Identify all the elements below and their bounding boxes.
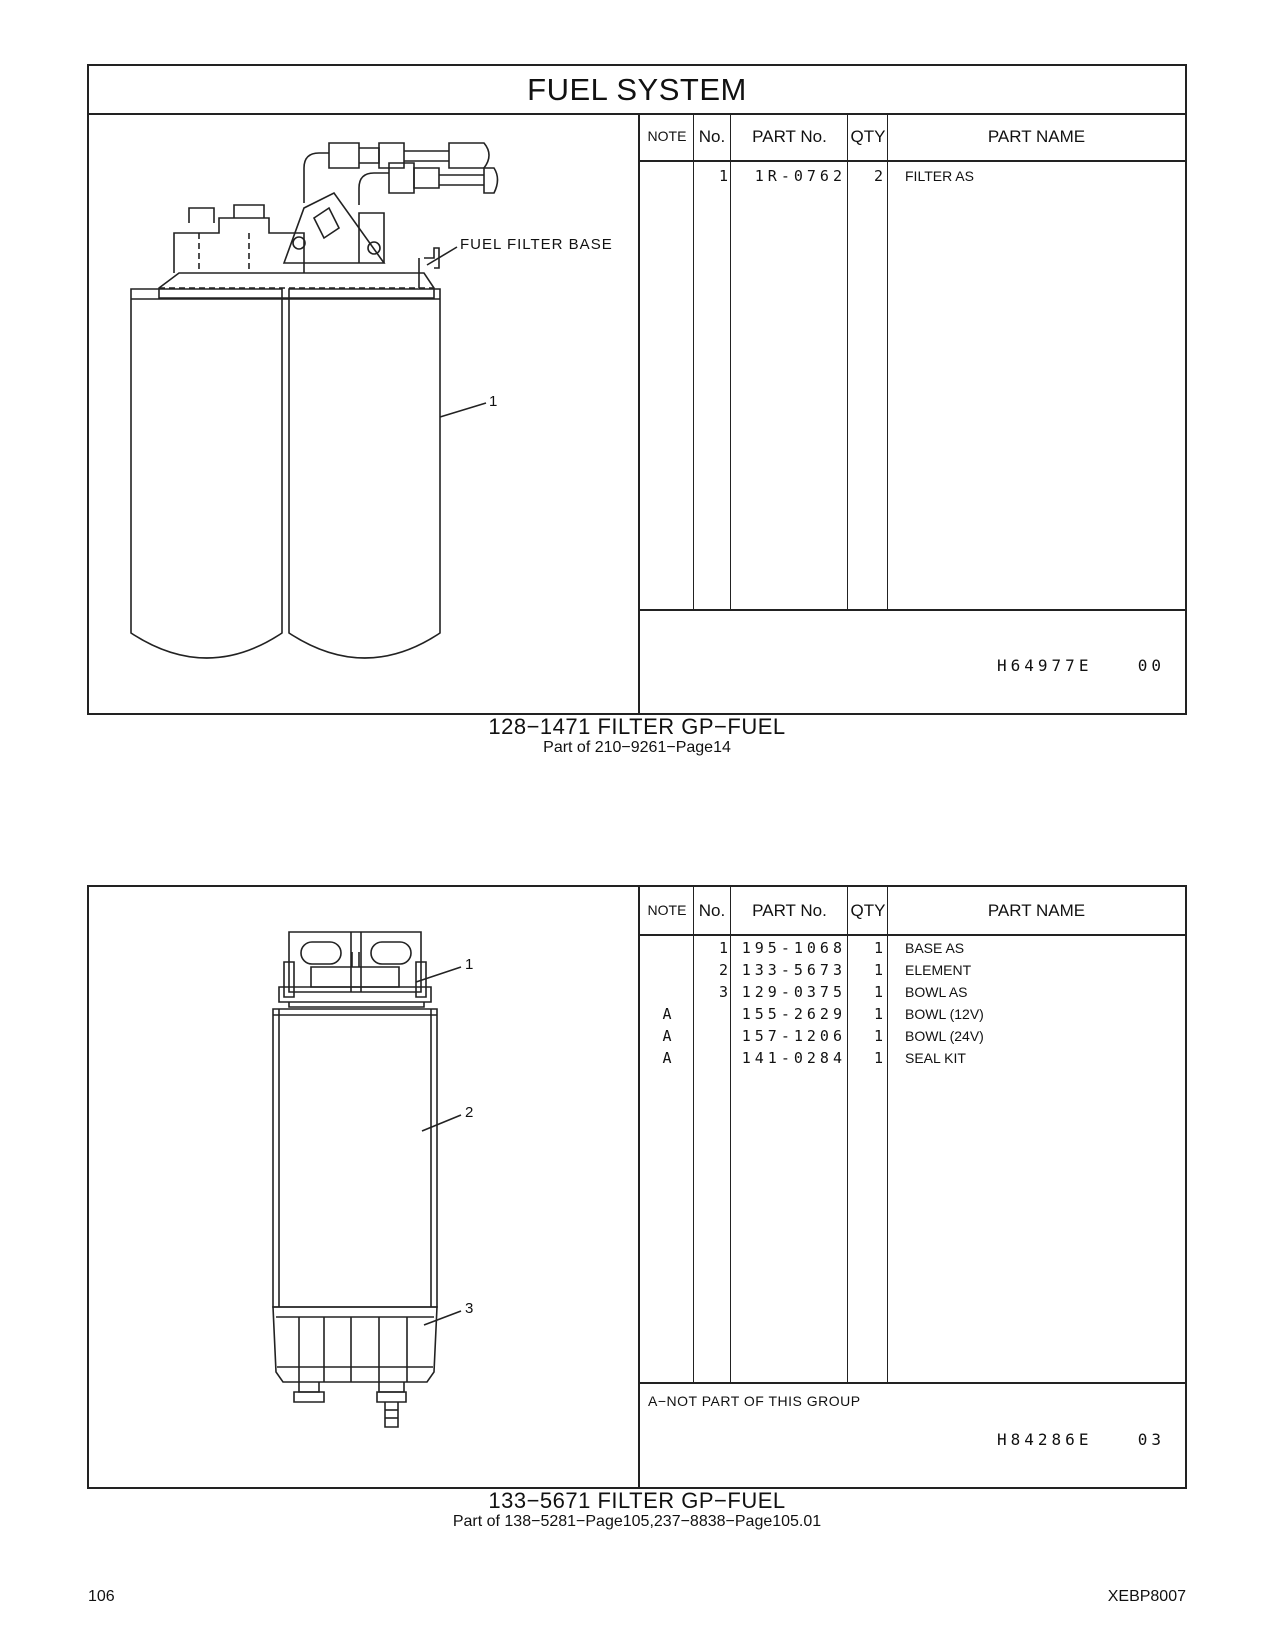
drawing-revision: 00 xyxy=(1137,656,1165,675)
table-row xyxy=(640,1003,1185,1026)
cell-part-name: BOWL AS xyxy=(905,984,968,1000)
callout-2: 2 xyxy=(465,1104,474,1121)
drawing-id: H84286E xyxy=(997,1430,1093,1449)
cell-part-name: SEAL KIT xyxy=(905,1050,966,1066)
cell-qty: 1 xyxy=(873,983,883,1001)
cell-no: 1 xyxy=(718,167,728,185)
cell-qty: 1 xyxy=(873,961,883,979)
section-title: FUEL SYSTEM xyxy=(89,66,1185,115)
cell-no: 1 xyxy=(718,939,728,957)
cell-no: 3 xyxy=(718,983,728,1001)
figure-filter-gp-fuel xyxy=(89,887,640,1487)
callout-1: 1 xyxy=(489,393,498,410)
cell-note: A xyxy=(662,1049,672,1067)
cell-part-name: BASE AS xyxy=(905,940,965,956)
group-subtitle: Part of 210−9261−Page14 xyxy=(543,739,731,756)
header-part-name: PART NAME xyxy=(987,127,1086,146)
header-no: No. xyxy=(698,127,726,146)
table-footer-divider xyxy=(640,609,1185,611)
parts-panel-fuel-filter-base xyxy=(87,64,1187,715)
group-caption-1 xyxy=(87,715,1187,757)
cell-part-name: BOWL (24V) xyxy=(905,1028,984,1044)
table-row xyxy=(640,1047,1185,1070)
cell-note: A xyxy=(662,1005,672,1023)
header-part-no: PART No. xyxy=(752,127,827,146)
cell-qty: 2 xyxy=(873,167,883,185)
table-row xyxy=(640,937,1185,960)
table-footnote: A−NOT PART OF THIS GROUP xyxy=(648,1393,861,1409)
cell-part-name: ELEMENT xyxy=(905,962,972,978)
header-qty: QTY xyxy=(850,127,886,146)
header-part-name: PART NAME xyxy=(987,901,1086,920)
group-title: 128−1471 FILTER GP−FUEL xyxy=(488,714,786,739)
header-part-no: PART No. xyxy=(752,901,827,920)
table-footer-divider xyxy=(640,1382,1185,1384)
cell-part-no: 155-2629 xyxy=(741,1005,846,1023)
table-row xyxy=(640,1025,1185,1048)
cell-qty: 1 xyxy=(873,939,883,957)
drawing-number xyxy=(997,1430,1165,1449)
cell-no: 2 xyxy=(718,961,728,979)
parts-table-1 xyxy=(640,113,1185,715)
table-header xyxy=(640,113,1185,162)
header-no: No. xyxy=(698,901,726,920)
callout-3: 3 xyxy=(465,1300,474,1317)
cell-part-name: FILTER AS xyxy=(905,168,974,184)
cell-qty: 1 xyxy=(873,1049,883,1067)
drawing-number xyxy=(997,656,1165,675)
table-header xyxy=(640,887,1185,936)
cell-part-no: 129-0375 xyxy=(741,983,846,1001)
cell-qty: 1 xyxy=(873,1027,883,1045)
page-number: 106 xyxy=(88,1588,115,1605)
group-caption-2 xyxy=(87,1489,1187,1531)
fuel-filter-base-drawing xyxy=(89,113,638,715)
group-subtitle: Part of 138−5281−Page105,237−8838−Page105.01 xyxy=(452,1513,822,1530)
cell-part-no: 195-1068 xyxy=(741,939,846,957)
callout-fuel-filter-base: FUEL FILTER BASE xyxy=(460,236,613,253)
cell-note: A xyxy=(662,1027,672,1045)
callout-1: 1 xyxy=(465,956,474,973)
table-row xyxy=(640,959,1185,982)
group-title: 133−5671 FILTER GP−FUEL xyxy=(488,1488,786,1513)
parts-table-2 xyxy=(640,887,1185,1487)
document-code: XEBP8007 xyxy=(1107,1588,1186,1605)
header-note: NOTE xyxy=(647,128,687,144)
cell-part-no: 133-5673 xyxy=(741,961,846,979)
drawing-revision: 03 xyxy=(1137,1430,1165,1449)
header-note: NOTE xyxy=(647,902,687,918)
cell-part-no: 157-1206 xyxy=(741,1027,846,1045)
cell-part-no: 1R-0762 xyxy=(754,167,846,185)
parts-panel-filter-gp xyxy=(87,885,1187,1489)
table-row xyxy=(640,981,1185,1004)
cell-qty: 1 xyxy=(873,1005,883,1023)
cell-part-no: 141-0284 xyxy=(741,1049,846,1067)
drawing-id: H64977E xyxy=(997,656,1093,675)
table-row xyxy=(640,165,1185,188)
cell-part-name: BOWL (12V) xyxy=(905,1006,984,1022)
figure-fuel-filter-base xyxy=(89,113,640,715)
header-qty: QTY xyxy=(850,901,886,920)
filter-gp-fuel-drawing xyxy=(89,887,638,1487)
